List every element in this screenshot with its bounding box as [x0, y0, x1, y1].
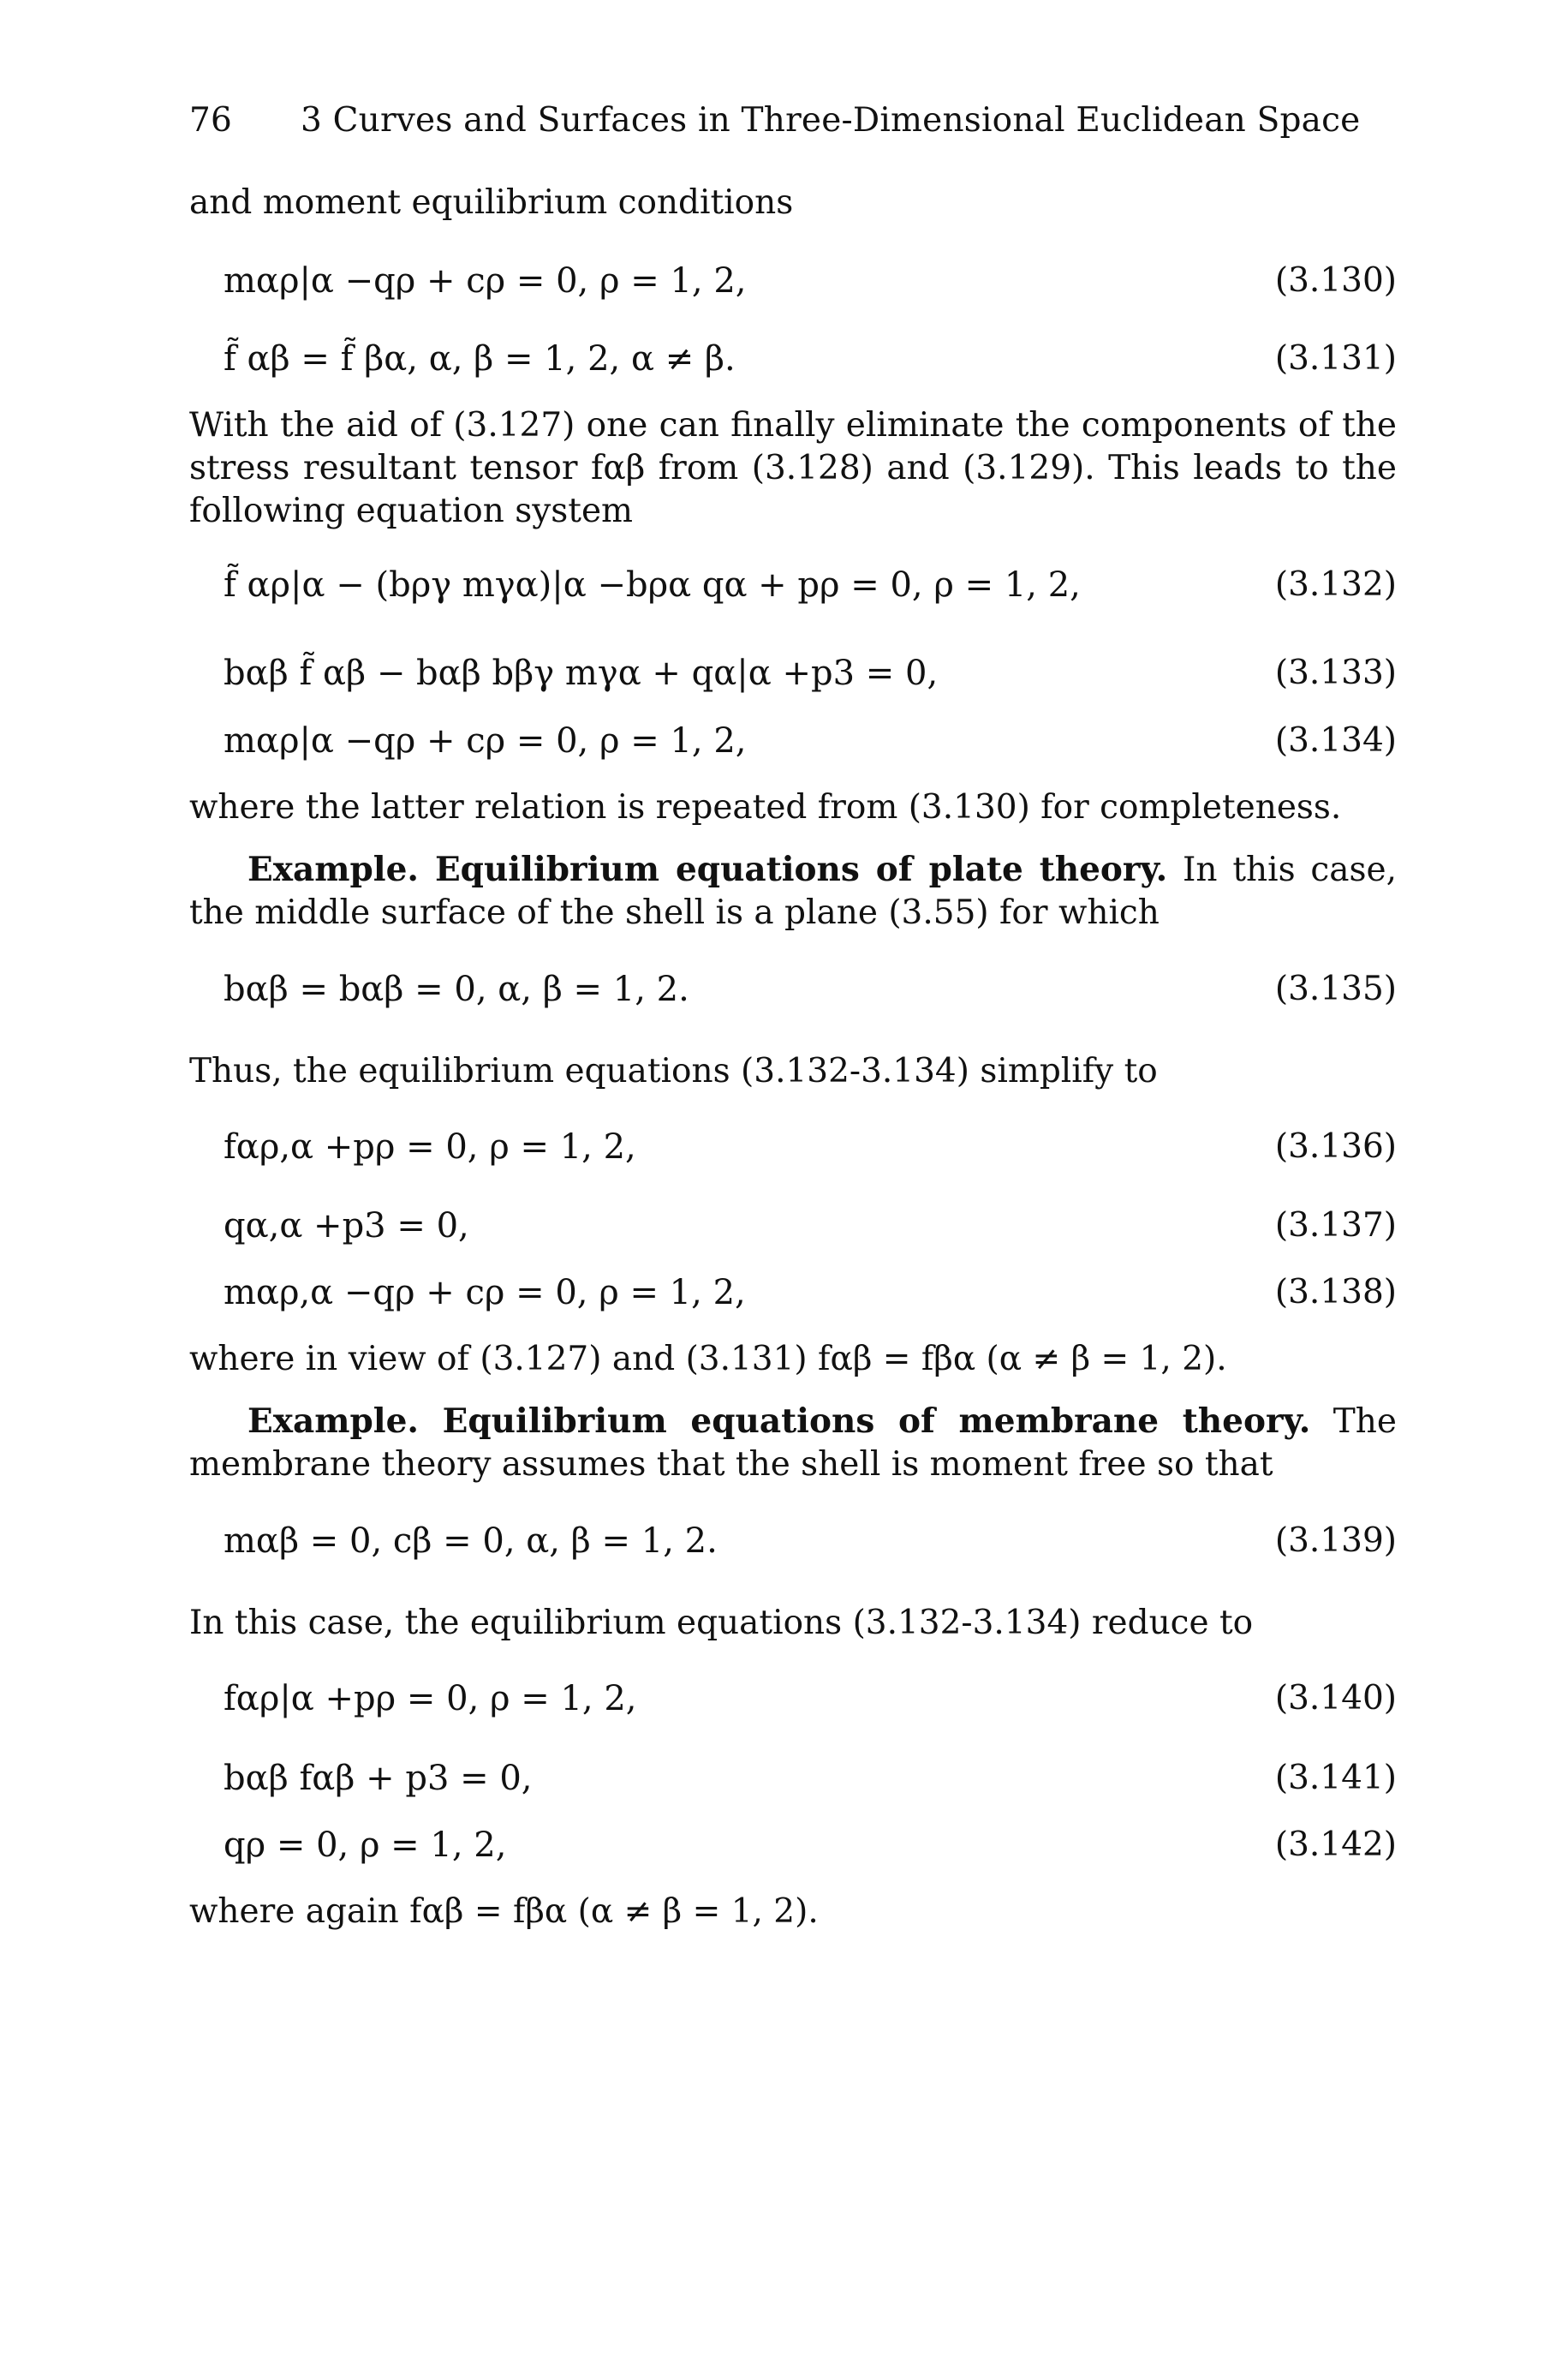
equation-expression: f̃ αβ = f̃ βα, α, β = 1, 2, α ≠ β.: [224, 339, 736, 379]
equation-number: (3.142): [1274, 1825, 1397, 1864]
paragraph-simplify: Thus, the equilibrium equations (3.132-3.134) simplify to: [189, 1052, 1158, 1090]
equation-expression: bαβ f̃ αβ − bαβ bβγ mγα + qα|α +p3 = 0,: [224, 654, 939, 693]
paragraph-completeness: where the latter relation is repeated from (3.130) for completeness.: [189, 788, 1342, 827]
paragraph-reduce: In this case, the equilibrium equations (3.132-3.134) reduce to: [189, 1604, 1254, 1642]
equation-3-139: [189, 1521, 1397, 1573]
equation-expression: bαβ = bαβ = 0, α, β = 1, 2.: [224, 970, 689, 1009]
equation-expression: mαρ|α −qρ + cρ = 0, ρ = 1, 2,: [224, 721, 747, 761]
equation-3-141: [189, 1759, 1397, 1810]
equation-expression: fαρ,α +pρ = 0, ρ = 1, 2,: [224, 1127, 636, 1167]
equation-number: (3.132): [1274, 565, 1397, 604]
paragraph-in-view-of: where in view of (3.127) and (3.131) fαβ = fβα (α ≠ β = 1, 2).: [189, 1340, 1227, 1378]
equation-expression: mαρ|α −qρ + cρ = 0, ρ = 1, 2,: [224, 261, 747, 301]
equation-3-130: [189, 261, 1397, 313]
equation-3-131: [189, 339, 1397, 391]
equation-number: (3.135): [1274, 970, 1397, 1008]
equation-3-133: [189, 654, 1397, 705]
paragraph-where-again: where again fαβ = fβα (α ≠ β = 1, 2).: [189, 1892, 819, 1931]
example-membrane-theory: [189, 1400, 1397, 1486]
equation-number: (3.133): [1274, 654, 1397, 692]
equation-3-140: [189, 1679, 1397, 1730]
equation-number: (3.141): [1274, 1759, 1397, 1797]
equation-number: (3.130): [1274, 261, 1397, 300]
example-text: The membrane theory assumes that the shell is moment free so that: [189, 1402, 1398, 1484]
equation-number: (3.134): [1274, 721, 1397, 760]
equation-number: (3.140): [1274, 1679, 1397, 1718]
equation-expression: f̃ αρ|α − (bργ mγα)|α −bρα qα + pρ = 0, ρ = 1, 2,: [224, 565, 1081, 605]
equation-expression: qα,α +p3 = 0,: [224, 1206, 469, 1246]
chapter-title: 3 Curves and Surfaces in Three-Dimensional Euclidean Space: [301, 101, 1361, 140]
equation-number: (3.139): [1274, 1521, 1397, 1560]
example-heading: Example. Equilibrium equations of membrane theory.: [247, 1401, 1311, 1441]
equation-3-135: [189, 970, 1397, 1021]
equation-expression: mαβ = 0, cβ = 0, α, β = 1, 2.: [224, 1521, 718, 1561]
equation-expression: fαρ|α +pρ = 0, ρ = 1, 2,: [224, 1679, 637, 1718]
equation-3-142: [189, 1825, 1397, 1877]
equation-3-134: [189, 721, 1397, 773]
example-text: In this case, the middle surface of the shell is a plane (3.55) for which: [189, 851, 1397, 932]
equation-number: (3.136): [1274, 1127, 1397, 1166]
equation-number: (3.138): [1274, 1273, 1397, 1311]
equation-3-137: [189, 1206, 1397, 1258]
page-number: 76: [189, 101, 233, 140]
running-header: [189, 101, 1397, 140]
equation-3-136: [189, 1127, 1397, 1179]
equation-expression: qρ = 0, ρ = 1, 2,: [224, 1825, 507, 1865]
equation-expression: bαβ fαβ + p3 = 0,: [224, 1759, 533, 1798]
equation-number: (3.131): [1274, 339, 1397, 378]
paragraph-stress-resultant: With the aid of (3.127) one can finally eliminate the components of the stress resultant tensor fαβ from (3.128) and (3.129). This leads to the following equation system: [189, 406, 1397, 530]
example-plate-theory: [189, 848, 1397, 935]
equation-3-132: [189, 565, 1397, 617]
equation-number: (3.137): [1274, 1206, 1397, 1245]
equation-expression: mαρ,α −qρ + cρ = 0, ρ = 1, 2,: [224, 1273, 746, 1312]
equation-3-138: [189, 1273, 1397, 1324]
example-heading: Example. Equilibrium equations of plate theory.: [247, 850, 1168, 889]
intro-line: and moment equilibrium conditions: [189, 183, 794, 222]
